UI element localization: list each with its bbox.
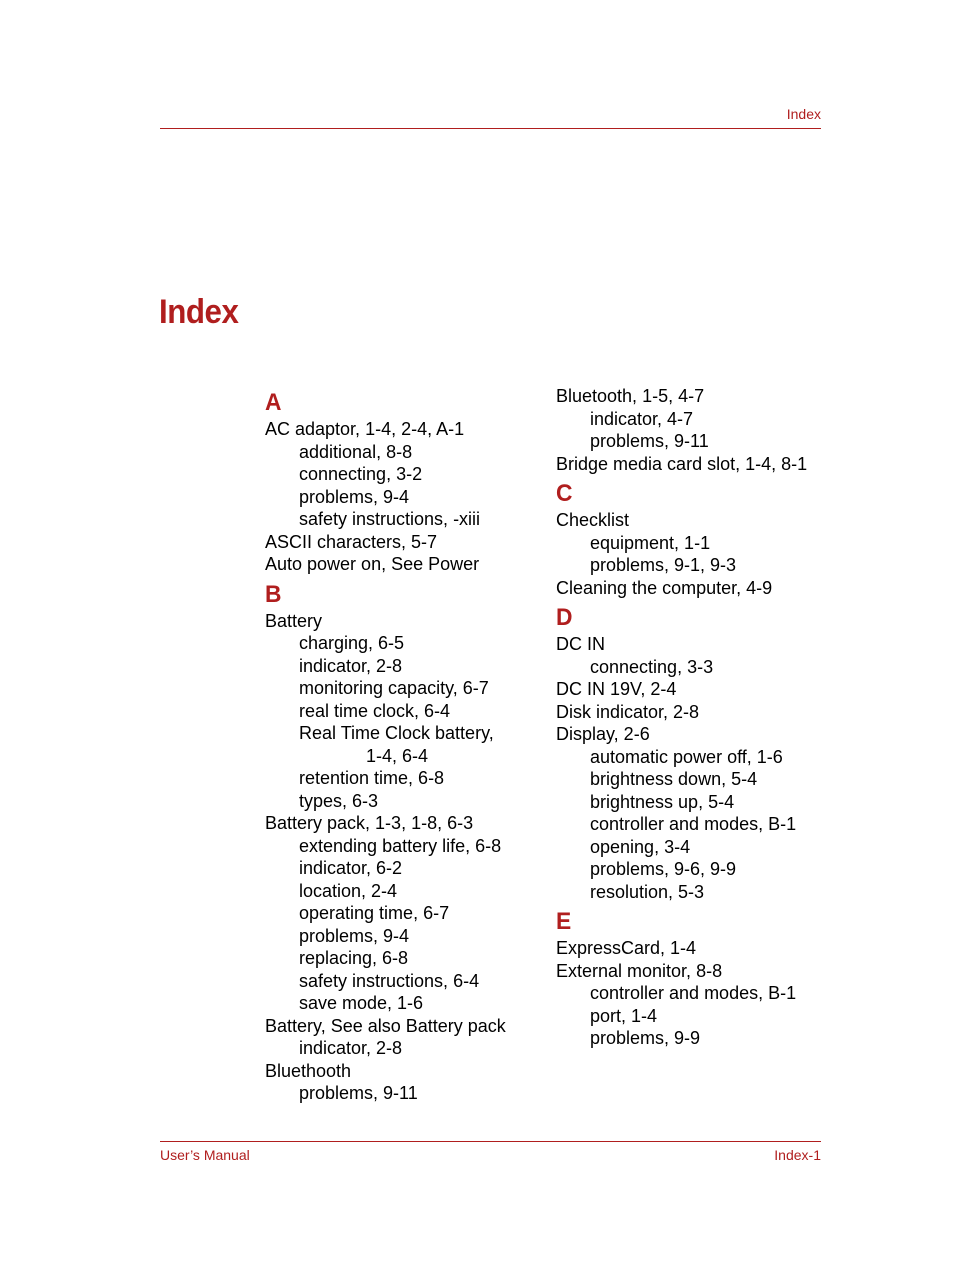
index-subentry: brightness up, 5-4 <box>590 791 735 812</box>
index-entry: AC adaptor, 1-4, 2-4, A-1 <box>265 419 465 439</box>
index-subentry: problems, 9-11 <box>590 431 709 451</box>
index-subentry: indicator, 2-8 <box>299 1038 403 1058</box>
index-entry: Auto power on, See Power <box>265 554 480 574</box>
index-subentry: connecting, 3-3 <box>590 656 714 677</box>
index-subentry: problems, 9-11 <box>299 1083 418 1103</box>
index-subentry: save mode, 1-6 <box>299 993 424 1013</box>
index-entry: DC IN <box>556 634 605 654</box>
index-subentry: charging, 6-5 <box>299 633 405 653</box>
footer-manual-name: User’s Manual <box>160 1147 250 1163</box>
index-entry: Cleaning the computer, 4-9 <box>556 577 773 598</box>
index-subentry: safety instructions, -xiii <box>299 509 481 529</box>
index-subentry: 1-4, 6-4 <box>366 745 429 766</box>
index-subentry: retention time, 6-8 <box>299 768 445 788</box>
index-subentry: problems, 9-1, 9-3 <box>590 555 737 575</box>
index-entry: Bluetooth, 1-5, 4-7 <box>556 386 705 406</box>
index-entry: Bluethooth <box>265 1060 352 1081</box>
footer-rule <box>160 1141 821 1142</box>
index-subentry: monitoring capacity, 6-7 <box>299 678 489 698</box>
index-letter-heading: C <box>556 480 573 507</box>
index-column-left <box>265 384 506 1105</box>
index-subentry: indicator, 4-7 <box>590 408 694 429</box>
index-subentry: brightness down, 5-4 <box>590 769 758 789</box>
index-subentry: equipment, 1-1 <box>590 532 711 553</box>
index-entry: Disk indicator, 2-8 <box>556 701 700 722</box>
index-entry: External monitor, 8-8 <box>556 960 723 981</box>
index-entry: Checklist <box>556 510 630 530</box>
index-entry: Display, 2-6 <box>556 724 650 744</box>
index-subentry: location, 2-4 <box>299 880 398 901</box>
index-subentry: operating time, 6-7 <box>299 903 450 923</box>
index-letter-heading: A <box>265 389 282 416</box>
index-subentry: safety instructions, 6-4 <box>299 970 480 991</box>
index-subentry: problems, 9-4 <box>299 925 410 946</box>
index-entry: Battery, See also Battery pack <box>265 1015 506 1036</box>
index-entry: ASCII characters, 5-7 <box>265 531 438 552</box>
index-letter-heading: D <box>556 604 573 631</box>
index-subentry: problems, 9-9 <box>590 1028 701 1048</box>
index-entry: Battery <box>265 610 323 631</box>
header-rule <box>160 128 821 129</box>
index-entry: Bridge media card slot, 1-4, 8-1 <box>556 453 808 474</box>
index-subentry: problems, 9-4 <box>299 486 410 507</box>
index-subentry: port, 1-4 <box>590 1005 658 1026</box>
index-entry: DC IN 19V, 2-4 <box>556 679 677 699</box>
index-entry: Battery pack, 1-3, 1-8, 6-3 <box>265 813 474 833</box>
index-subentry: real time clock, 6-4 <box>299 700 451 721</box>
index-subentry: problems, 9-6, 9-9 <box>590 859 737 879</box>
index-subentry: Real Time Clock battery, <box>299 723 494 743</box>
index-subentry: extending battery life, 6-8 <box>299 835 502 856</box>
index-subentry: indicator, 2-8 <box>299 655 403 676</box>
index-subentry: indicator, 6-2 <box>299 858 403 878</box>
running-header-title: Index <box>786 106 821 122</box>
index-column-right <box>556 385 807 1050</box>
index-entry: ExpressCard, 1-4 <box>556 938 697 958</box>
index-letter-heading: E <box>556 908 572 935</box>
index-subentry: additional, 8-8 <box>299 441 413 462</box>
index-subentry: controller and modes, B-1 <box>590 814 797 834</box>
index-subentry: automatic power off, 1-6 <box>590 746 783 767</box>
index-subentry: opening, 3-4 <box>590 836 691 857</box>
footer-page-number: Index-1 <box>774 1147 821 1163</box>
index-letter-heading: B <box>265 580 282 608</box>
page-title: Index <box>159 293 239 331</box>
index-subentry: replacing, 6-8 <box>299 948 409 968</box>
index-subentry: connecting, 3-2 <box>299 464 423 484</box>
index-subentry: resolution, 5-3 <box>590 881 705 902</box>
index-subentry: types, 6-3 <box>299 790 379 811</box>
index-subentry: controller and modes, B-1 <box>590 983 797 1003</box>
